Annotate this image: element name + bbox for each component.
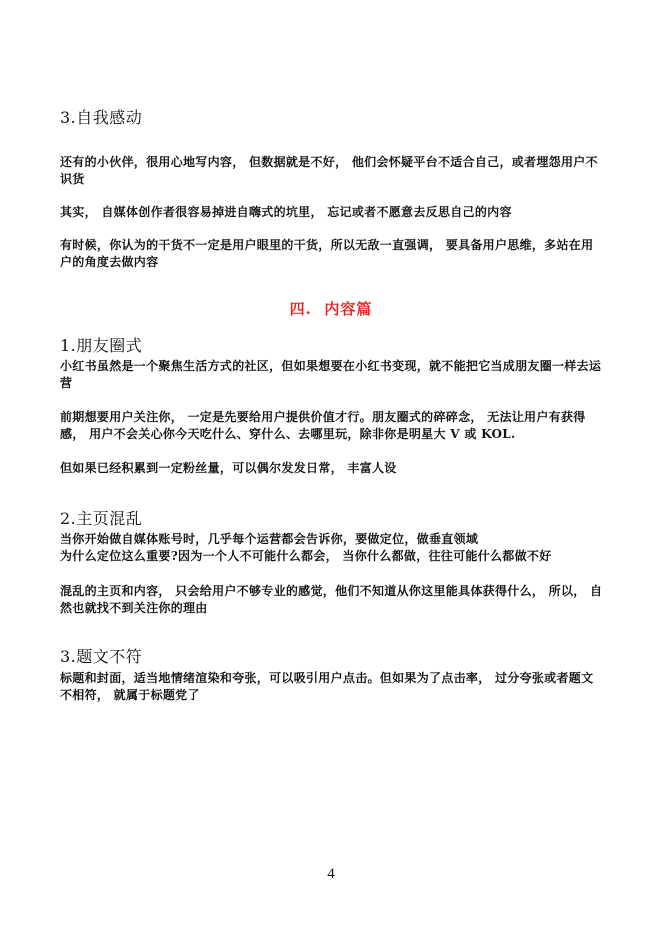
paragraph: 小红书虽然是一个聚焦生活方式的社区，但如果想要在小红书变现，就不能把它当成朋友圈一样去运营 <box>60 359 602 390</box>
paragraph: 前期想要用户关注你， 一定是先要给用户提供价值才行。朋友圈式的碎碎念， 无法让用户有获得感， 用户不会关心你今天吃什么、穿什么、去哪里玩，除非你是明星大 V 或 KOL. <box>60 410 586 441</box>
paragraph: 当你开始做自媒体账号时，几乎每个运营都会告诉你，要做定位，做垂直领域 <box>60 532 479 546</box>
paragraph: 但如果已经积累到一定粉丝量，可以偶尔发发日常， 丰富人设 <box>60 461 397 475</box>
heading-messy-homepage: 2.主页混乱 <box>60 509 143 528</box>
paragraph: 为什么定位这么重要?因为一个人不可能什么都会， 当你什么都做，往往可能什么都做不好 <box>60 549 552 563</box>
heading-moments-style: 1.朋友圈式 <box>60 336 143 355</box>
paragraph: 混乱的主页和内容， 只会给用户不够专业的感觉，他们不知道从你这里能具体获得什么， 所以， 自然也就找不到关注你的理由 <box>60 584 603 615</box>
page-number: 4 <box>327 866 335 882</box>
paragraph: 还有的小伙伴，很用心地写内容， 但数据就是不好， 他们会怀疑平台不适合自己，或者埋怨用户不识货 <box>60 155 598 186</box>
section-heading-content: 四. 内容篇 <box>289 300 373 318</box>
paragraph: 其实， 自媒体创作者很容易掉进自嗨式的坑里， 忘记或者不愿意去反思自己的内容 <box>60 205 512 219</box>
heading-self-moved: 3.自我感动 <box>60 108 143 127</box>
paragraph: 有时候，你认为的干货不一定是用户眼里的干货，所以无敌一直强调， 要具备用户思维，多站在用户的角度去做内容 <box>60 238 594 269</box>
paragraph: 标题和封面，适当地情绪渲染和夸张，可以吸引用户点击。但如果为了点击率， 过分夸张或者题文不相符， 就属于标题党了 <box>60 671 594 702</box>
heading-title-mismatch: 3.题文不符 <box>60 647 143 666</box>
